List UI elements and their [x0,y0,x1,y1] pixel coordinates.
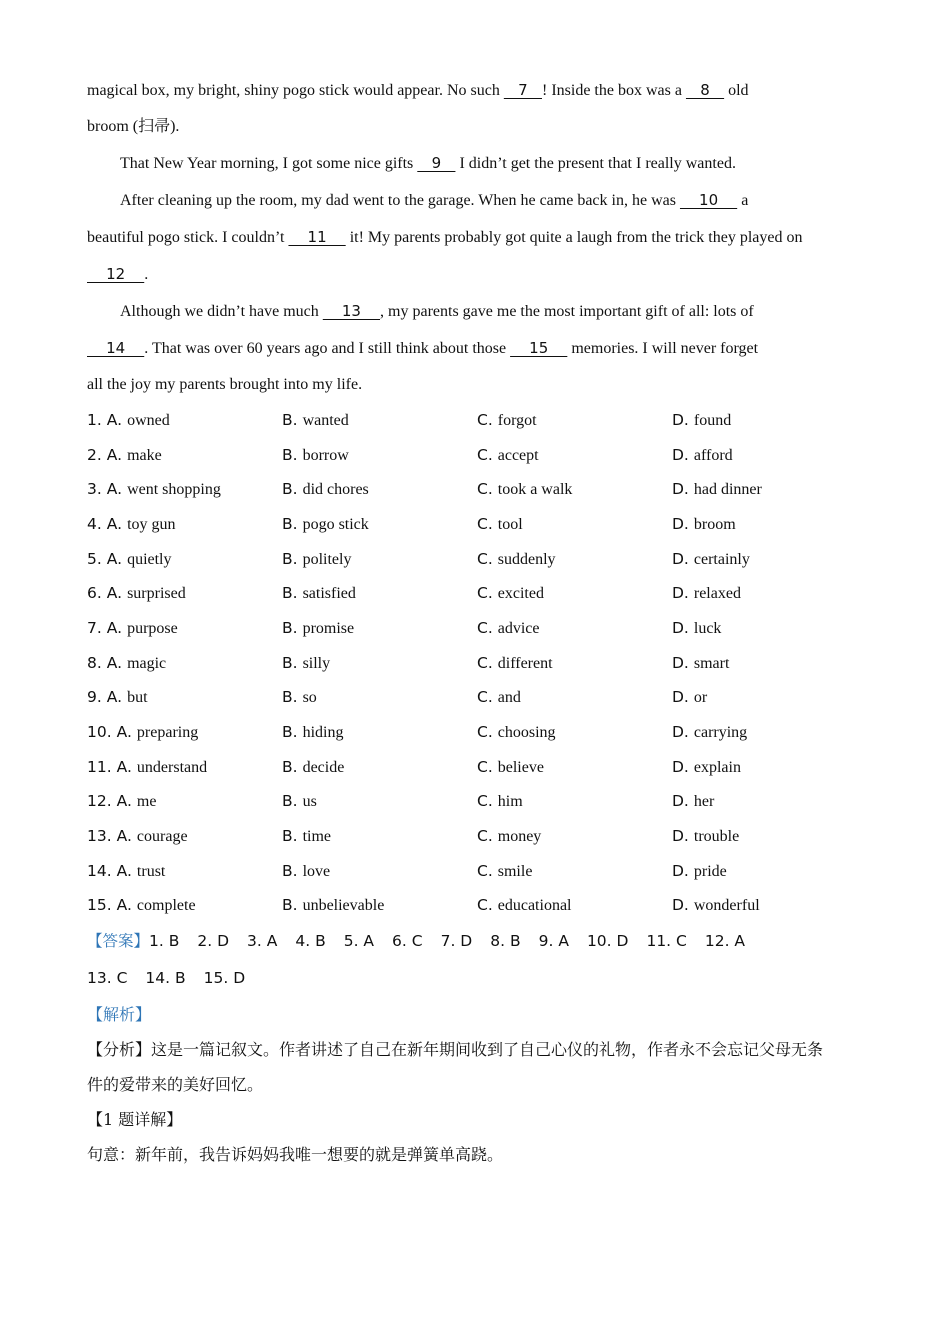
option-label: A. [106,480,123,499]
answer-item: 11. C [646,932,687,951]
option-label: C. [477,549,493,568]
option-b [282,723,477,742]
option-text: and [497,689,521,707]
option-c [477,896,672,915]
option-label: A. [116,896,132,915]
option-c [477,550,672,569]
option-text: time [302,828,331,846]
option-text: had dinner [693,481,762,499]
option-text: toy gun [127,515,176,533]
option-text: afford [693,446,733,464]
option-text: educational [497,897,572,915]
question-number: 10. [87,723,112,742]
question-number: 15. [87,896,112,915]
passage-text: old [724,82,749,99]
option-text: money [497,828,542,846]
option-text: smart [693,654,730,672]
option-label: B. [282,584,298,603]
option-label: C. [477,445,493,464]
option-text: quietly [127,550,172,568]
question-number: 3. [87,480,102,499]
option-text: different [497,654,553,672]
question-options [87,403,867,923]
option-label: D. [672,584,689,603]
option-text: decide [302,758,345,776]
answer-item: 7. D [440,932,473,951]
blank-8: 8 [685,81,725,99]
answer-item: 14. B [145,969,186,988]
analysis-summary-line-2: 件的爱带来的美好回忆。 [87,1075,264,1095]
option-label: C. [477,723,493,742]
option-text: forgot [497,411,537,429]
option-text: complete [136,897,196,915]
option-label: B. [282,514,298,533]
option-text: suddenly [497,550,556,568]
option-text: luck [693,619,722,637]
option-d [672,446,867,465]
question-row [87,819,867,854]
option-label: A. [116,827,132,846]
option-c [477,411,672,430]
question-row [87,472,867,507]
question-row [87,889,867,924]
answer-item: 15. D [203,969,246,988]
option-d [672,827,867,846]
option-a [87,792,282,811]
option-label: D. [672,480,689,499]
option-b [282,515,477,534]
option-label: B. [282,410,298,429]
blank-9: 9 [417,154,456,172]
option-c [477,654,672,673]
option-label: D. [672,723,689,742]
option-label: A. [116,792,132,811]
option-label: B. [282,896,298,915]
option-d [672,619,867,638]
option-d [672,515,867,534]
option-label: C. [477,584,493,603]
passage-text: After cleaning up the room, my dad went to the garage. When he came back in, he was [120,192,680,209]
option-text: preparing [136,724,199,742]
option-c [477,792,672,811]
answer-item: 8. B [490,932,521,951]
option-label: A. [116,723,132,742]
option-text: trouble [693,828,740,846]
option-label: B. [282,549,298,568]
option-text: did chores [302,481,369,499]
option-label: D. [672,827,689,846]
option-a [87,550,282,569]
option-text: believe [497,758,544,776]
option-text: but [127,689,148,707]
option-text: politely [302,550,352,568]
answer-item: 6. C [392,932,423,951]
option-b [282,792,477,811]
blank-12: 12 [87,265,145,283]
option-c [477,515,672,534]
option-label: D. [672,653,689,672]
answer-item: 1. B [149,932,180,951]
option-text: us [302,793,317,811]
option-text: pride [693,862,727,880]
option-text: her [693,793,715,811]
option-text: borrow [302,446,349,464]
option-text: advice [497,619,540,637]
passage-text: it! My parents probably got quite a laugh from the trick they played on [345,229,803,246]
question-number: 2. [87,445,102,464]
question-number: 1. [87,410,102,429]
option-b [282,758,477,777]
option-d [672,654,867,673]
option-a [87,827,282,846]
option-d [672,411,867,430]
passage-text: beautiful pogo stick. I couldn’t [87,229,289,246]
blank-14: 14 [87,339,145,357]
option-label: A. [106,410,123,429]
question-number: 6. [87,584,102,603]
question-number: 13. [87,827,112,846]
option-label: A. [106,618,123,637]
option-c [477,862,672,881]
passage-text: That New Year morning, I got some nice gifts [120,155,418,172]
option-text: satisfied [302,585,356,603]
option-a [87,480,282,499]
option-label: B. [282,445,298,464]
answer-item: 5. A [343,932,375,951]
option-b [282,480,477,499]
option-b [282,550,477,569]
question-number: 9. [87,688,102,707]
passage-line-8 [87,330,867,367]
option-label: D. [672,896,689,915]
question-number: 8. [87,653,102,672]
option-c [477,584,672,603]
answer-item: 10. D [586,932,629,951]
option-label: C. [477,896,493,915]
option-label: A. [106,688,123,707]
question-number: 5. [87,549,102,568]
option-b [282,862,477,881]
option-a [87,619,282,638]
option-text: found [693,411,732,429]
option-text: carrying [693,724,748,742]
option-a [87,688,282,707]
option-b [282,446,477,465]
option-label: C. [477,514,493,533]
passage-text: . That was over 60 years ago and I still think about those [144,340,511,357]
question-row [87,576,867,611]
blank-7: 7 [503,81,542,99]
option-label: A. [116,861,132,880]
question-row [87,715,867,750]
option-d [672,758,867,777]
option-c [477,480,672,499]
option-label: B. [282,688,298,707]
option-label: C. [477,792,493,811]
option-text: wanted [302,411,349,429]
answer-item: 13. C [87,969,128,988]
option-label: A. [106,584,123,603]
option-text: owned [127,411,170,429]
passage-text: magical box, my bright, shiny pogo stick would appear. No such [87,82,504,99]
passage-line-4 [87,182,867,219]
option-label: B. [282,653,298,672]
option-c [477,446,672,465]
passage-line-5 [87,219,867,256]
answer-line-1 [87,923,867,960]
passage-line-3 [87,145,867,182]
option-label: D. [672,861,689,880]
option-c [477,827,672,846]
option-b [282,827,477,846]
option-d [672,688,867,707]
option-text: purpose [127,619,178,637]
option-d [672,584,867,603]
q1-detail-title: 【1 题详解】 [87,1110,183,1130]
option-label: B. [282,618,298,637]
option-label: A. [106,653,123,672]
option-b [282,411,477,430]
question-row [87,785,867,820]
blank-10: 10 [679,191,738,209]
question-number: 7. [87,618,102,637]
option-c [477,723,672,742]
option-a [87,758,282,777]
option-a [87,446,282,465]
option-d [672,480,867,499]
option-label: C. [477,757,493,776]
option-label: D. [672,549,689,568]
option-text: wonderful [693,897,760,915]
question-row [87,750,867,785]
option-label: D. [672,792,689,811]
option-label: A. [106,549,123,568]
option-text: choosing [497,724,556,742]
document-content [87,72,867,1172]
option-label: A. [116,757,132,776]
passage-line-2: broom (扫帚). [87,118,180,135]
option-label: B. [282,480,298,499]
option-label: D. [672,757,689,776]
option-label: C. [477,410,493,429]
option-label: D. [672,618,689,637]
option-d [672,550,867,569]
answer-line-2 [87,960,867,997]
option-a [87,723,282,742]
analysis-summary-line-1: 【分析】这是一篇记叙文。作者讲述了自己在新年期间收到了自己心仪的礼物，作者永不会忘记父母无条 [87,1040,824,1060]
option-text: unbelievable [302,897,385,915]
option-label: B. [282,827,298,846]
option-text: magic [127,654,167,672]
option-b [282,896,477,915]
option-b [282,619,477,638]
question-row [87,438,867,473]
option-a [87,584,282,603]
option-label: B. [282,723,298,742]
blank-15: 15 [510,339,568,357]
option-label: C. [477,688,493,707]
answer-item: 3. A [247,932,278,951]
question-row [87,542,867,577]
option-text: tool [497,515,523,533]
option-c [477,619,672,638]
option-a [87,515,282,534]
option-b [282,688,477,707]
question-row [87,646,867,681]
question-row [87,403,867,438]
option-label: B. [282,757,298,776]
passage-text: Although we didn’t have much [120,303,323,320]
answer-tag: 【答案】 [87,932,150,951]
passage-text: I didn’t get the present that I really wanted. [455,155,736,172]
option-b [282,584,477,603]
option-d [672,723,867,742]
option-label: C. [477,653,493,672]
passage-line-7 [87,293,867,330]
option-label: B. [282,861,298,880]
passage-line-6 [87,256,867,293]
option-label: C. [477,827,493,846]
answer-item: 9. A [538,932,569,951]
option-label: A. [106,514,123,533]
option-text: excited [497,585,544,603]
question-number: 14. [87,861,112,880]
passage-text: a [737,192,749,209]
question-number: 12. [87,792,112,811]
answer-item: 4. B [295,932,326,951]
option-c [477,758,672,777]
passage-text: memories. I will never forget [567,340,759,357]
option-text: make [127,446,162,464]
option-text: explain [693,758,741,776]
option-text: surprised [127,585,186,603]
option-d [672,862,867,881]
passage-line-1 [87,72,867,109]
blank-11: 11 [288,228,346,246]
option-a [87,654,282,673]
answer-item: 12. A [704,932,746,951]
option-text: hiding [302,724,344,742]
option-label: C. [477,618,493,637]
question-number: 11. [87,757,112,776]
option-text: promise [302,619,355,637]
question-row [87,611,867,646]
option-text: pogo stick [302,515,369,533]
q1-detail-text: 句意：新年前，我告诉妈妈我唯一想要的就是弹簧单高跷。 [87,1145,504,1165]
option-label: B. [282,792,298,811]
option-text: silly [302,654,331,672]
analysis-tag: 【解析】 [87,1005,152,1025]
question-row [87,681,867,716]
option-text: trust [136,862,166,880]
option-text: me [136,793,157,811]
option-text: so [302,689,317,707]
option-text: went shopping [127,481,221,499]
option-a [87,862,282,881]
option-label: A. [106,445,123,464]
option-label: D. [672,410,689,429]
passage-text: ! Inside the box was a [541,82,686,99]
option-label: C. [477,861,493,880]
question-number: 4. [87,514,102,533]
option-label: D. [672,688,689,707]
answer-item: 2. D [197,932,230,951]
passage-text: , my parents gave me the most important gift of all: lots of [380,303,754,320]
option-label: D. [672,514,689,533]
option-text: took a walk [497,481,573,499]
question-row [87,507,867,542]
passage-text: . [144,266,149,283]
option-text: relaxed [693,585,741,603]
passage-line-9: all the joy my parents brought into my life. [87,376,363,393]
option-text: accept [497,446,539,464]
question-row [87,854,867,889]
option-text: broom [693,515,736,533]
option-text: him [497,793,523,811]
option-text: certainly [693,550,750,568]
option-text: understand [136,758,208,776]
option-label: D. [672,445,689,464]
option-d [672,792,867,811]
option-text: courage [136,828,188,846]
option-label: C. [477,480,493,499]
option-b [282,654,477,673]
option-c [477,688,672,707]
blank-13: 13 [322,302,381,320]
option-text: or [693,689,708,707]
option-text: love [302,862,331,880]
option-a [87,411,282,430]
option-text: smile [497,862,533,880]
option-a [87,896,282,915]
option-d [672,896,867,915]
answer-block [87,923,867,997]
